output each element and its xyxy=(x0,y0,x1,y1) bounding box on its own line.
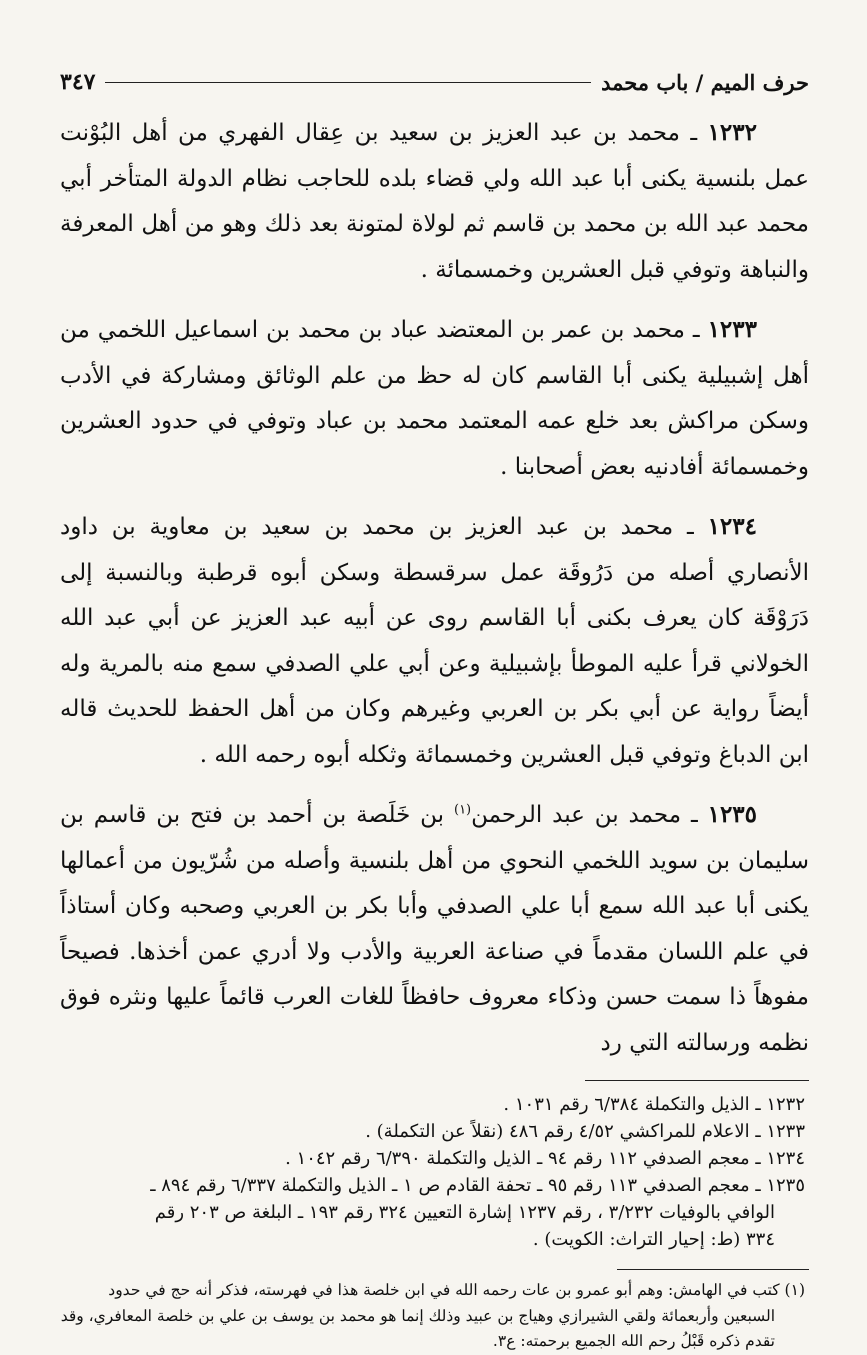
biography-entries xyxy=(60,110,809,1066)
page-number: ٣٤٧ xyxy=(60,69,96,95)
source-line: ١٢٣٣ ـ الاعلام للمراكشي ٤/٥٢ رقم ٤٨٦ (نقلاً عن التكملة) . xyxy=(365,1121,805,1142)
entry-1235 xyxy=(60,792,809,1066)
entry-text-continued: بن خَلَصة بن أحمد بن فتح بن قاسم بن سليمان بن سويد اللخمي النحوي من أهل بلنسية وأصله من شُرّيون من أعمالها يكنى أبا عبد الله سمع أبا علي الصدفي وأبا بكر بن العربي وصحبه وكان أستاذاً في علم اللسان مقدماً في صناعة العربية والأدب ولا أدري عمن أخذها. فصيحاً مفوهاً ذا سمت حسن وذكاء معروف حافظاً للغات العرب قائماً عليها ونثره فوق نظمه ورسالته التي رد xyxy=(60,802,809,1056)
entry-1232 xyxy=(60,110,809,293)
entry-1234 xyxy=(60,504,809,778)
running-header xyxy=(60,62,809,102)
entry-1233 xyxy=(60,307,809,490)
entry-number: ١٢٣٤ xyxy=(707,513,757,540)
source-line: ١٢٣٤ ـ معجم الصدفي ١١٢ رقم ٩٤ ـ الذيل والتكملة ٦/٣٩٠ رقم ١٠٤٢ . xyxy=(285,1148,805,1169)
header-rule xyxy=(105,82,591,83)
entry-number: ١٢٣٢ xyxy=(707,119,757,146)
source-line-continued: ٣٣٤ (ط: إحيار التراث: الكويت) . xyxy=(532,1229,775,1250)
entry-text: ـ محمد بن عبد العزيز بن سعيد بن عِقال الفهري من أهل البُوْنت عمل بلنسية يكنى أبا عبد الله ولي قضاء بلده للحاجب نظام الدولة المتأخر أبي محمد عبد الله بن محمد بن قاسم ثم لولاة لمتونة بعد ذلك وهو من أهل المعرفة والنباهة وتوفي قبل العشرين وخمسمائة . xyxy=(60,120,809,283)
entry-number: ١٢٣٥ xyxy=(707,801,758,828)
footnote-marker: (١) xyxy=(453,802,472,818)
sources-divider xyxy=(585,1080,809,1081)
footnote-continued: السبعين وأربعمائة ولقي الشيرازي وهياج بن عبيد وذلك إنما هو محمد بن يوسف بن علي بن خلصة المعافري، وقد تقدم ذكره قَبْلُ رحم الله الجميع برحمته: ع٣. xyxy=(60,1306,775,1350)
entry-text: ـ محمد بن عبد العزيز بن محمد بن سعيد بن معاوية بن داود الأنصاري أصله من دَرُوقَة عمل سرقسطة وسكن أبوه قرطبة وبالنسبة إلى دَرَوْقَة كان يعرف بكنى أبا القاسم روى عن أبيه عبد العزيز عن أبي عبد الله الخولاني قرأ عليه الموطأ بإشبيلية وعن أبي علي الصدفي سمع منه بالمرية وله أيضاً رواية عن أبي بكر بن العربي وغيرهم وكان من أهل الحفظ للحديث قاله ابن الدباغ وتوفي قبل العشرين وخمسمائة وثكله أبوه رحمه الله . xyxy=(60,514,809,768)
entry-text: ـ محمد بن عبد الرحمن xyxy=(471,802,708,828)
footnote xyxy=(60,1278,809,1355)
source-references xyxy=(60,1091,809,1253)
entry-text: ـ محمد بن عمر بن المعتضد عباد بن محمد بن اسماعيل اللخمي من أهل إشبيلية يكنى أبا القاسم كان له حظ من علم الوثائق ومشاركة في الأدب وسكن مراكش بعد خلع عمه المعتمد محمد بن عباد وتوفي في حدود العشرين وخمسمائة أفادنيه بعض أصحابنا . xyxy=(60,317,809,480)
source-line: ١٢٣٢ ـ الذيل والتكملة ٦/٣٨٤ رقم ١٠٣١ . xyxy=(503,1094,805,1115)
footnote-divider xyxy=(617,1269,809,1270)
source-line-continued: الوافي بالوفيات ٣/٢٣٢ ، رقم ١٢٣٧ إشارة التعيين ٣٢٤ رقم ١٩٣ ـ البلغة ص ٢٠٣ رقم xyxy=(154,1202,775,1223)
source-line: ١٢٣٥ ـ معجم الصدفي ١١٣ رقم ٩٥ ـ تحفة القادم ص ١ ـ الذيل والتكملة ٦/٣٣٧ رقم ٨٩٤ ـ xyxy=(150,1175,805,1196)
entry-number: ١٢٣٣ xyxy=(707,316,757,343)
footnote-line: (١) كتب في الهامش: وهم أبو عمرو بن عات رحمه الله في ابن خلصة هذا في فهرسته، فذكر أنه حج في حدود xyxy=(108,1281,805,1299)
running-title: حرف الميم / باب محمد xyxy=(601,69,809,95)
